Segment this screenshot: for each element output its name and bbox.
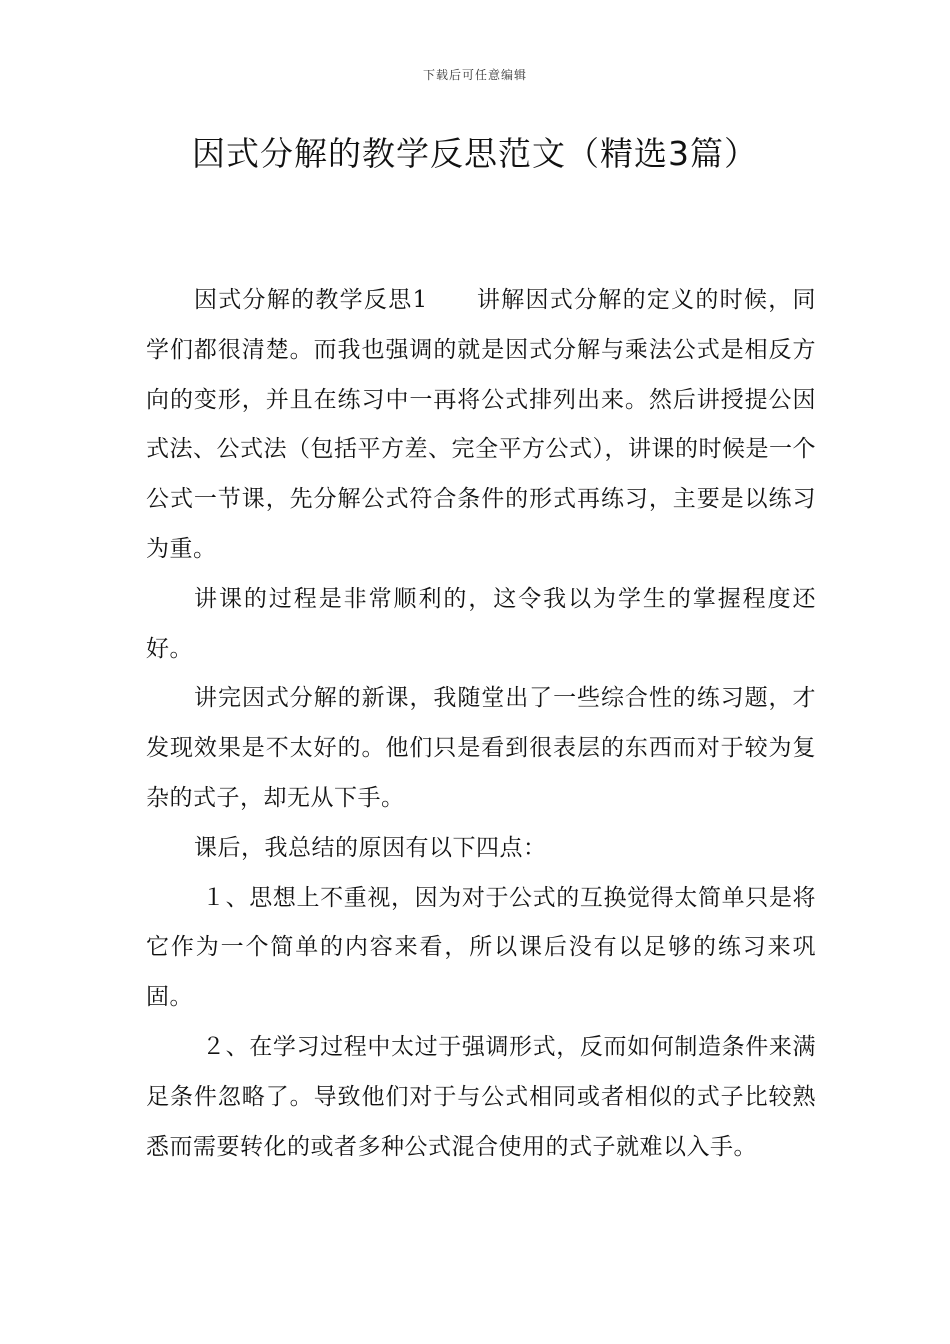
document-body [146, 276, 816, 1172]
paragraph-intro: 因式分解的教学反思1 讲解因式分解的定义的时候，同学们都很清楚。而我也强调的就是因式分解与乘法公式是相反方向的变形，并且在练习中一再将公式排列出来。然后讲授提公因式法、公式法（包括平方差、完全平方公式），讲课的时候是一个公式一节课，先分解公式符合条件的形式再练习，主要是以练习为重。 [146, 287, 816, 562]
header-note: 下载后可任意编辑 [422, 68, 527, 82]
paragraph-reason-2: ２、在学习过程中太过于强调形式，反而如何制造条件来满足条件忽略了。导致他们对于与公式相同或者相似的式子比较熟悉而需要转化的或者多种公式混合使用的式子就难以入手。 [146, 1033, 816, 1160]
paragraph-lesson-smooth: 讲课的过程是非常顺利的，这令我以为学生的掌握程度还好。 [146, 585, 816, 662]
document-title: 因式分解的教学反思范文（精选3篇） [192, 134, 758, 173]
paragraph-reason-1: １、思想上不重视，因为对于公式的互换觉得太简单只是将它作为一个简单的内容来看，所以课后没有以足够的练习来巩固。 [146, 884, 816, 1011]
paragraph-reasons-intro: 课后，我总结的原因有以下四点： [194, 834, 547, 861]
paragraph-exercise-result: 讲完因式分解的新课，我随堂出了一些综合性的练习题，才发现效果是不太好的。他们只是看到很表层的东西而对于较为复杂的式子，却无从下手。 [146, 685, 816, 811]
